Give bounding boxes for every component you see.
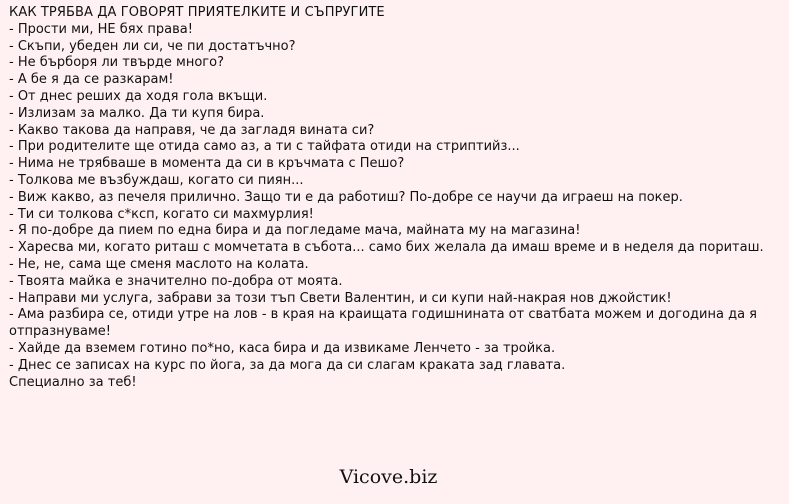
joke-line: Специално за теб!	[9, 374, 137, 390]
joke-line: - От днес реших да ходя гола вкъщи.	[9, 88, 268, 104]
joke-line: - Какво такова да направя, че да загладя вината си?	[9, 122, 375, 138]
joke-title: КАК ТРЯБВА ДА ГОВОРЯТ ПРИЯТЕЛКИТЕ И СЪПРУГИТЕ	[9, 5, 385, 20]
joke-line: - Прости ми, НЕ бях права!	[9, 21, 193, 37]
joke-line: - При родителите ще отида само аз, а ти с тайфата отиди на стриптийз...	[9, 139, 520, 155]
footer	[0, 466, 789, 488]
joke-line: - Скъпи, убеден ли си, че пи достатъчно?	[9, 38, 296, 54]
joke-line: - Толкова ме възбуждаш, когато си пиян...	[9, 172, 304, 188]
joke-line: - Не, не, сама ще сменя маслото на колата.	[9, 256, 309, 272]
joke-line: - Хайде да вземем готино по*но, каса бира и да извикаме Ленчето - за тройка.	[9, 340, 556, 356]
joke-line: - Излизам за малко. Да ти купя бира.	[9, 105, 265, 121]
joke-line: - Виж какво, аз печеля прилично. Защо ти е да работиш? По-добре се научи да играеш на покер.	[9, 189, 683, 205]
joke-line: - А бе я да се разкарам!	[9, 72, 174, 88]
joke-line: - Не бърборя ли твърде много?	[9, 55, 224, 71]
joke-line: - Твоята майка е значително по-добра от моята.	[9, 273, 343, 289]
joke-line: - Направи ми услуга, забрави за този тъп Свети Валентин, и си купи най-накрая нов джойстик!	[9, 290, 672, 306]
joke-line: - Ти си толкова с*ксп, когато си махмурлия!	[9, 206, 314, 222]
joke-line: - Я по-добре да пием по една бира и да погледаме мача, майната му на магазина!	[9, 223, 581, 239]
joke-line: - Харесва ми, когато риташ с момчетата в събота... само бих желала да имаш време и в неделя да пориташ.	[9, 240, 764, 256]
joke-line: - Ама разбира се, отиди утре на лов - в края на краищата годишнината от сватбата можем и догодина да я отпразнуваме!	[9, 307, 757, 340]
joke-text	[9, 5, 781, 391]
joke-lines	[9, 22, 781, 392]
site-name: Vicove.biz	[339, 466, 438, 488]
joke-line: - Нима не трябваше в момента да си в кръчмата с Пешо?	[9, 156, 405, 172]
joke-line: - Днес се записах на курс по йога, за да мога да си слагам краката зад главата.	[9, 357, 566, 373]
